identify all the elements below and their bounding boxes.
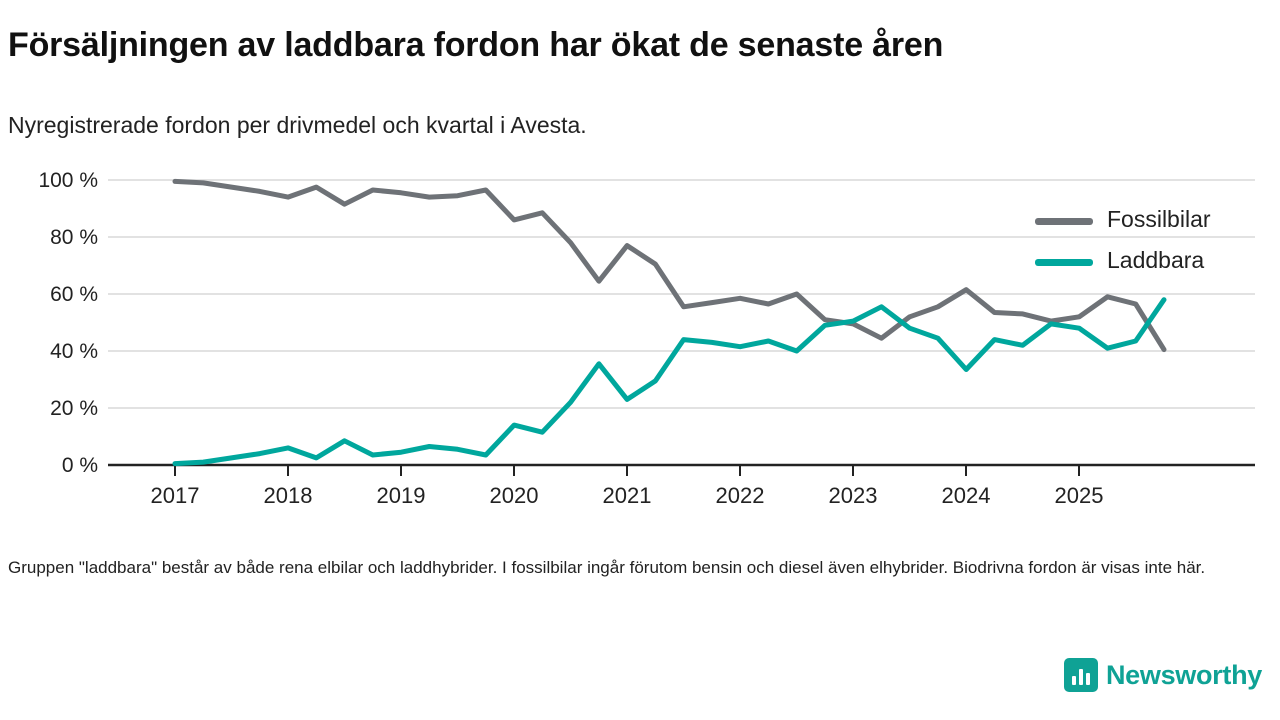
line-chart-svg bbox=[0, 160, 1280, 520]
legend-label-fossilbilar: Fossilbilar bbox=[1107, 206, 1211, 232]
x-axis-tick-labels bbox=[151, 483, 1104, 508]
legend-swatch-laddbara bbox=[1035, 259, 1093, 266]
chart-footnote: Gruppen "laddbara" består av både rena elbilar och laddhybrider. I fossilbilar ingår förutom bensin och diesel även elhybrider. Biodrivna fordon är visas inte här. bbox=[8, 558, 1206, 577]
svg-text:2022: 2022 bbox=[715, 483, 765, 508]
chart-legend bbox=[1035, 206, 1211, 273]
legend-swatch-fossilbilar bbox=[1035, 218, 1093, 225]
x-axis-ticks bbox=[175, 465, 1079, 476]
y-axis-tick-labels bbox=[38, 169, 98, 477]
gridlines bbox=[108, 180, 1255, 408]
svg-text:2021: 2021 bbox=[602, 483, 652, 508]
svg-text:100 %: 100 % bbox=[38, 169, 98, 192]
svg-text:2025: 2025 bbox=[1054, 483, 1104, 508]
legend-label-laddbara: Laddbara bbox=[1107, 247, 1205, 273]
svg-text:40 %: 40 % bbox=[50, 340, 98, 363]
svg-text:80 %: 80 % bbox=[50, 226, 98, 249]
svg-text:0 %: 0 % bbox=[61, 454, 98, 477]
svg-text:2018: 2018 bbox=[263, 483, 313, 508]
svg-text:60 %: 60 % bbox=[50, 283, 98, 306]
chart-subtitle: Nyregistrerade fordon per drivmedel och kvartal i Avesta. bbox=[8, 112, 587, 138]
series-line-laddbara bbox=[175, 300, 1164, 464]
svg-text:2017: 2017 bbox=[150, 483, 200, 508]
svg-text:2023: 2023 bbox=[828, 483, 878, 508]
logo-text: Newsworthy bbox=[1105, 659, 1262, 690]
bar-chart-icon bbox=[1064, 658, 1098, 692]
chart-canvas bbox=[0, 160, 1280, 520]
page-title: Försäljningen av laddbara fordon har ökat de senaste åren bbox=[8, 26, 944, 64]
newsworthy-logo bbox=[1064, 658, 1262, 692]
svg-text:20 %: 20 % bbox=[50, 397, 98, 420]
svg-text:2024: 2024 bbox=[941, 483, 991, 508]
svg-text:2019: 2019 bbox=[376, 483, 426, 508]
svg-text:2020: 2020 bbox=[489, 483, 539, 508]
series-line-fossilbilar bbox=[175, 181, 1164, 349]
